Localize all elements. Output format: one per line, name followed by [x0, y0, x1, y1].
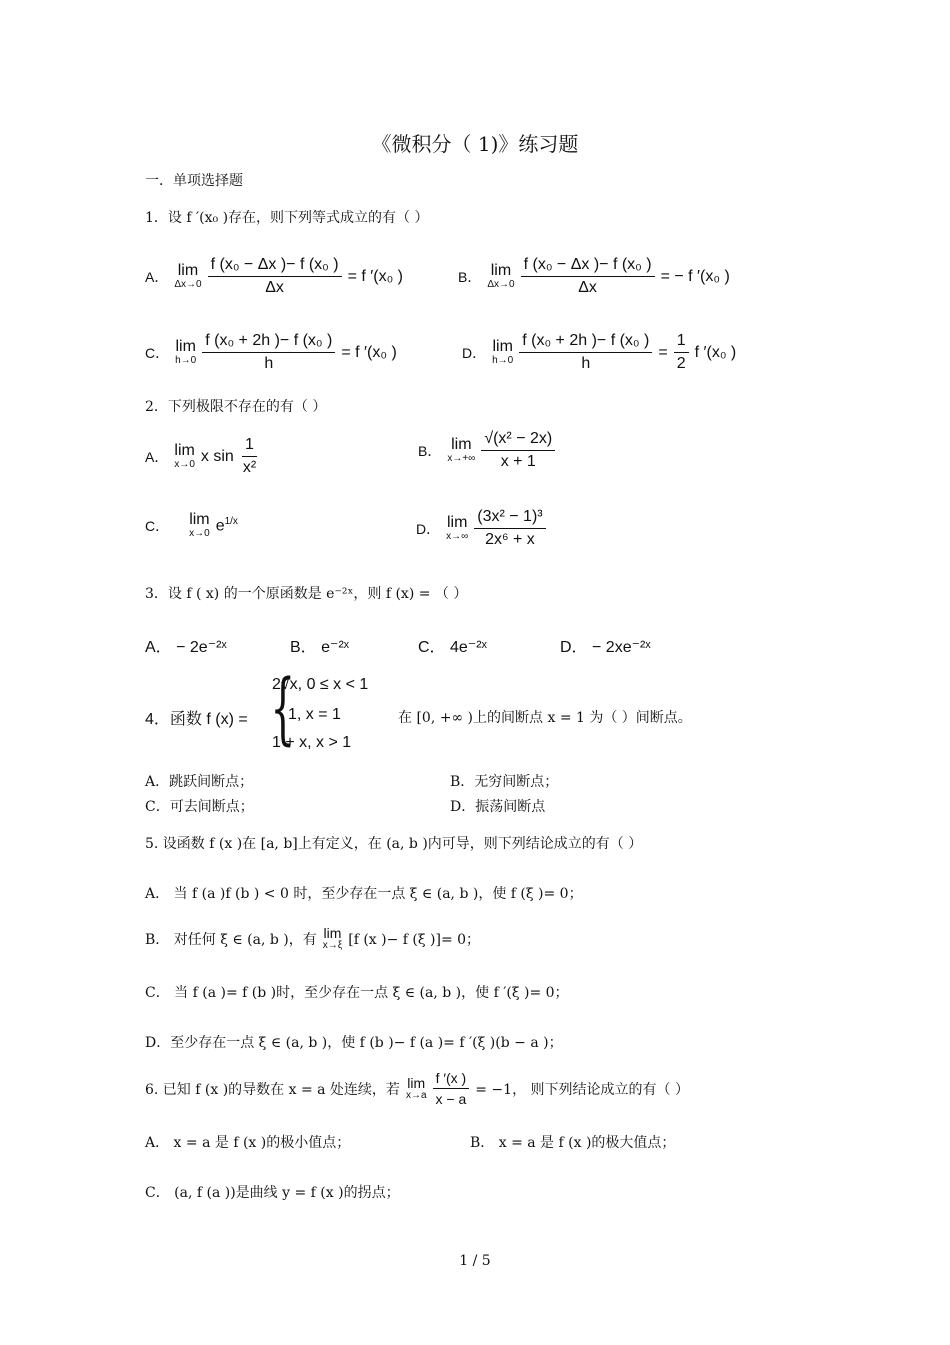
q6-stem-end: = −1， 则下列结论成立的有（ ）	[475, 1081, 689, 1098]
q6-option-b[interactable]: B． x = a 是 f (x )的极大值点；	[470, 1135, 676, 1151]
fraction: $\frac{\text{f (x₀ − Δx )− f (x₀ )}}{\Delta x}$	[521, 256, 655, 297]
fraction: $\frac{\text{f (x₀ + 2h )− f (x₀ )}}{h}$	[202, 332, 335, 373]
q6-option-a[interactable]: A． x = a 是 f (x )的极小值点；	[145, 1135, 351, 1151]
fraction: $\frac{\text{√(x² − 2x)}}{x + 1}$	[481, 430, 555, 471]
q1-stem: 1．设 f ′(x₀ )存在，则下列等式成立的有（ ）	[145, 210, 429, 226]
q1-option-c[interactable]	[145, 332, 397, 373]
option-text-end: [f (x )− f (ξ )]= 0；	[348, 931, 481, 948]
fraction: $\frac{\text{(3x² − 1)³}}{\text{2x⁶ + x}}$	[474, 508, 545, 549]
q4-option-d[interactable]: D．振荡间断点	[450, 799, 546, 815]
rhs: = f ′(x₀ )	[341, 343, 397, 361]
limit-operator: lim h→0	[175, 338, 197, 366]
case-3: 1 + x, x > 1	[272, 734, 352, 751]
q4-option-a[interactable]: A．跳跃间断点；	[145, 774, 254, 790]
piecewise-brace: {	[270, 664, 296, 754]
limit-operator: lim x→+∞	[447, 436, 476, 464]
q6-stem	[145, 1070, 689, 1107]
option-label: B．	[418, 442, 442, 459]
option-text: B． 对任何 ξ ∈ (a, b )，有	[145, 931, 317, 948]
q3-option-a[interactable]: A． − 2e⁻²ˣ	[145, 639, 227, 656]
fraction: $\frac{\text{f (x₀ − Δx )− f (x₀ )}}{\Delta x}$	[208, 256, 342, 297]
q6-stem-start: 6. 已知 f (x )的导数在 x = a 处连续，若	[145, 1081, 400, 1098]
q4-option-b[interactable]: B．无穷间断点；	[450, 774, 559, 790]
q4-option-c[interactable]: C．可去间断点；	[145, 799, 254, 815]
rhs: = f ′(x₀ )	[347, 267, 403, 285]
limit-operator: lim x→a	[405, 1075, 427, 1101]
option-label: C．	[145, 517, 170, 534]
q1-option-d[interactable]: D． lim h→0 $\frac{\text{f (x₀ + 2h )− f (x₀ )}}{h}$ = $\frac{1}{2}$ f ′(x₀ )	[462, 332, 737, 372]
q2-stem: 2．下列极限不存在的有（ ）	[145, 399, 327, 415]
q3-option-b[interactable]: B． e⁻²ˣ	[290, 639, 350, 656]
q2-option-c[interactable]	[145, 512, 238, 539]
fraction: $\frac{\text{f (x₀ + 2h )− f (x₀ )}}{h}$	[519, 332, 652, 373]
q5-option-d[interactable]: D．至少存在一点 ξ ∈ (a, b )，使 f (b )− f (a )= f ′(ξ )(b − a )；	[145, 1035, 563, 1051]
option-label: D．	[416, 520, 441, 537]
q2-option-d[interactable]	[416, 508, 546, 549]
limit-operator: lim Δx→0	[487, 262, 515, 290]
case-2: 1, x = 1	[288, 706, 341, 723]
section-heading: 一．单项选择题	[145, 173, 243, 189]
option-label: A．	[145, 448, 169, 465]
option-label: A．	[145, 268, 169, 285]
q3-option-c[interactable]: C． 4e⁻²ˣ	[418, 639, 487, 656]
q3-stem: 3．设 f ( x) 的一个原函数是 e⁻²ˣ，则 f (x) = （ ）	[145, 586, 468, 602]
expression: $e^{1/x}$	[215, 515, 238, 535]
q1-option-a[interactable]	[145, 256, 403, 297]
q5-option-b[interactable]	[145, 926, 480, 951]
case-1: 2√x, 0 ≤ x < 1	[272, 676, 369, 693]
limit-operator: lim x→0	[189, 511, 210, 539]
option-label: C．	[145, 344, 170, 361]
rhs: f ′(x₀ )	[694, 343, 737, 361]
q5-option-c[interactable]: C． 当 f (a )= f (b )时，至少存在一点 ξ ∈ (a, b )，使 f ′(ξ )= 0；	[145, 985, 569, 1001]
page-title: 《微积分（ 1)》练习题	[371, 132, 579, 156]
q6-option-c[interactable]: C． (a, f (a ))是曲线 y = f (x )的拐点；	[145, 1185, 400, 1201]
limit-operator: lim x→0	[174, 442, 195, 470]
q4-stem-start: 4．函数 f (x) =	[145, 711, 248, 728]
q1-option-b[interactable]	[458, 256, 730, 297]
q5-option-a[interactable]: A． 当 f (a )f (b ) < 0 时，至少存在一点 ξ ∈ (a, b )，使 f (ξ )= 0；	[145, 886, 583, 902]
limit-operator: lim x→ξ	[322, 925, 343, 951]
q2-option-a[interactable]	[145, 436, 259, 477]
fraction: $\frac{f '(x )}{x - a}$	[433, 1070, 470, 1107]
limit-operator: lim x→∞	[446, 514, 469, 542]
page-number: 1 / 5	[459, 1253, 491, 1269]
q2-option-b[interactable]	[418, 430, 555, 471]
option-label: B．	[458, 268, 482, 285]
limit-operator: lim h→0	[492, 338, 514, 366]
rhs: = − f ′(x₀ )	[660, 267, 730, 285]
option-label: D．	[462, 344, 487, 361]
expression: x sin	[200, 447, 234, 465]
limit-operator: lim Δx→0	[174, 262, 202, 290]
q4-stem-end: 在 [0, +∞ )上的间断点 x = 1 为（ ）间断点。	[398, 710, 692, 726]
q5-stem: 5. 设函数 f (x )在 [a, b]上有定义，在 (a, b )内可导，则下列结论成立的有（ ）	[145, 836, 643, 852]
half-fraction: $\frac{1}{2}$	[674, 332, 689, 373]
q3-option-d[interactable]: D． − 2xe⁻²ˣ	[560, 639, 651, 656]
fraction: $\frac{1}{\text{x²}}$	[242, 436, 257, 476]
